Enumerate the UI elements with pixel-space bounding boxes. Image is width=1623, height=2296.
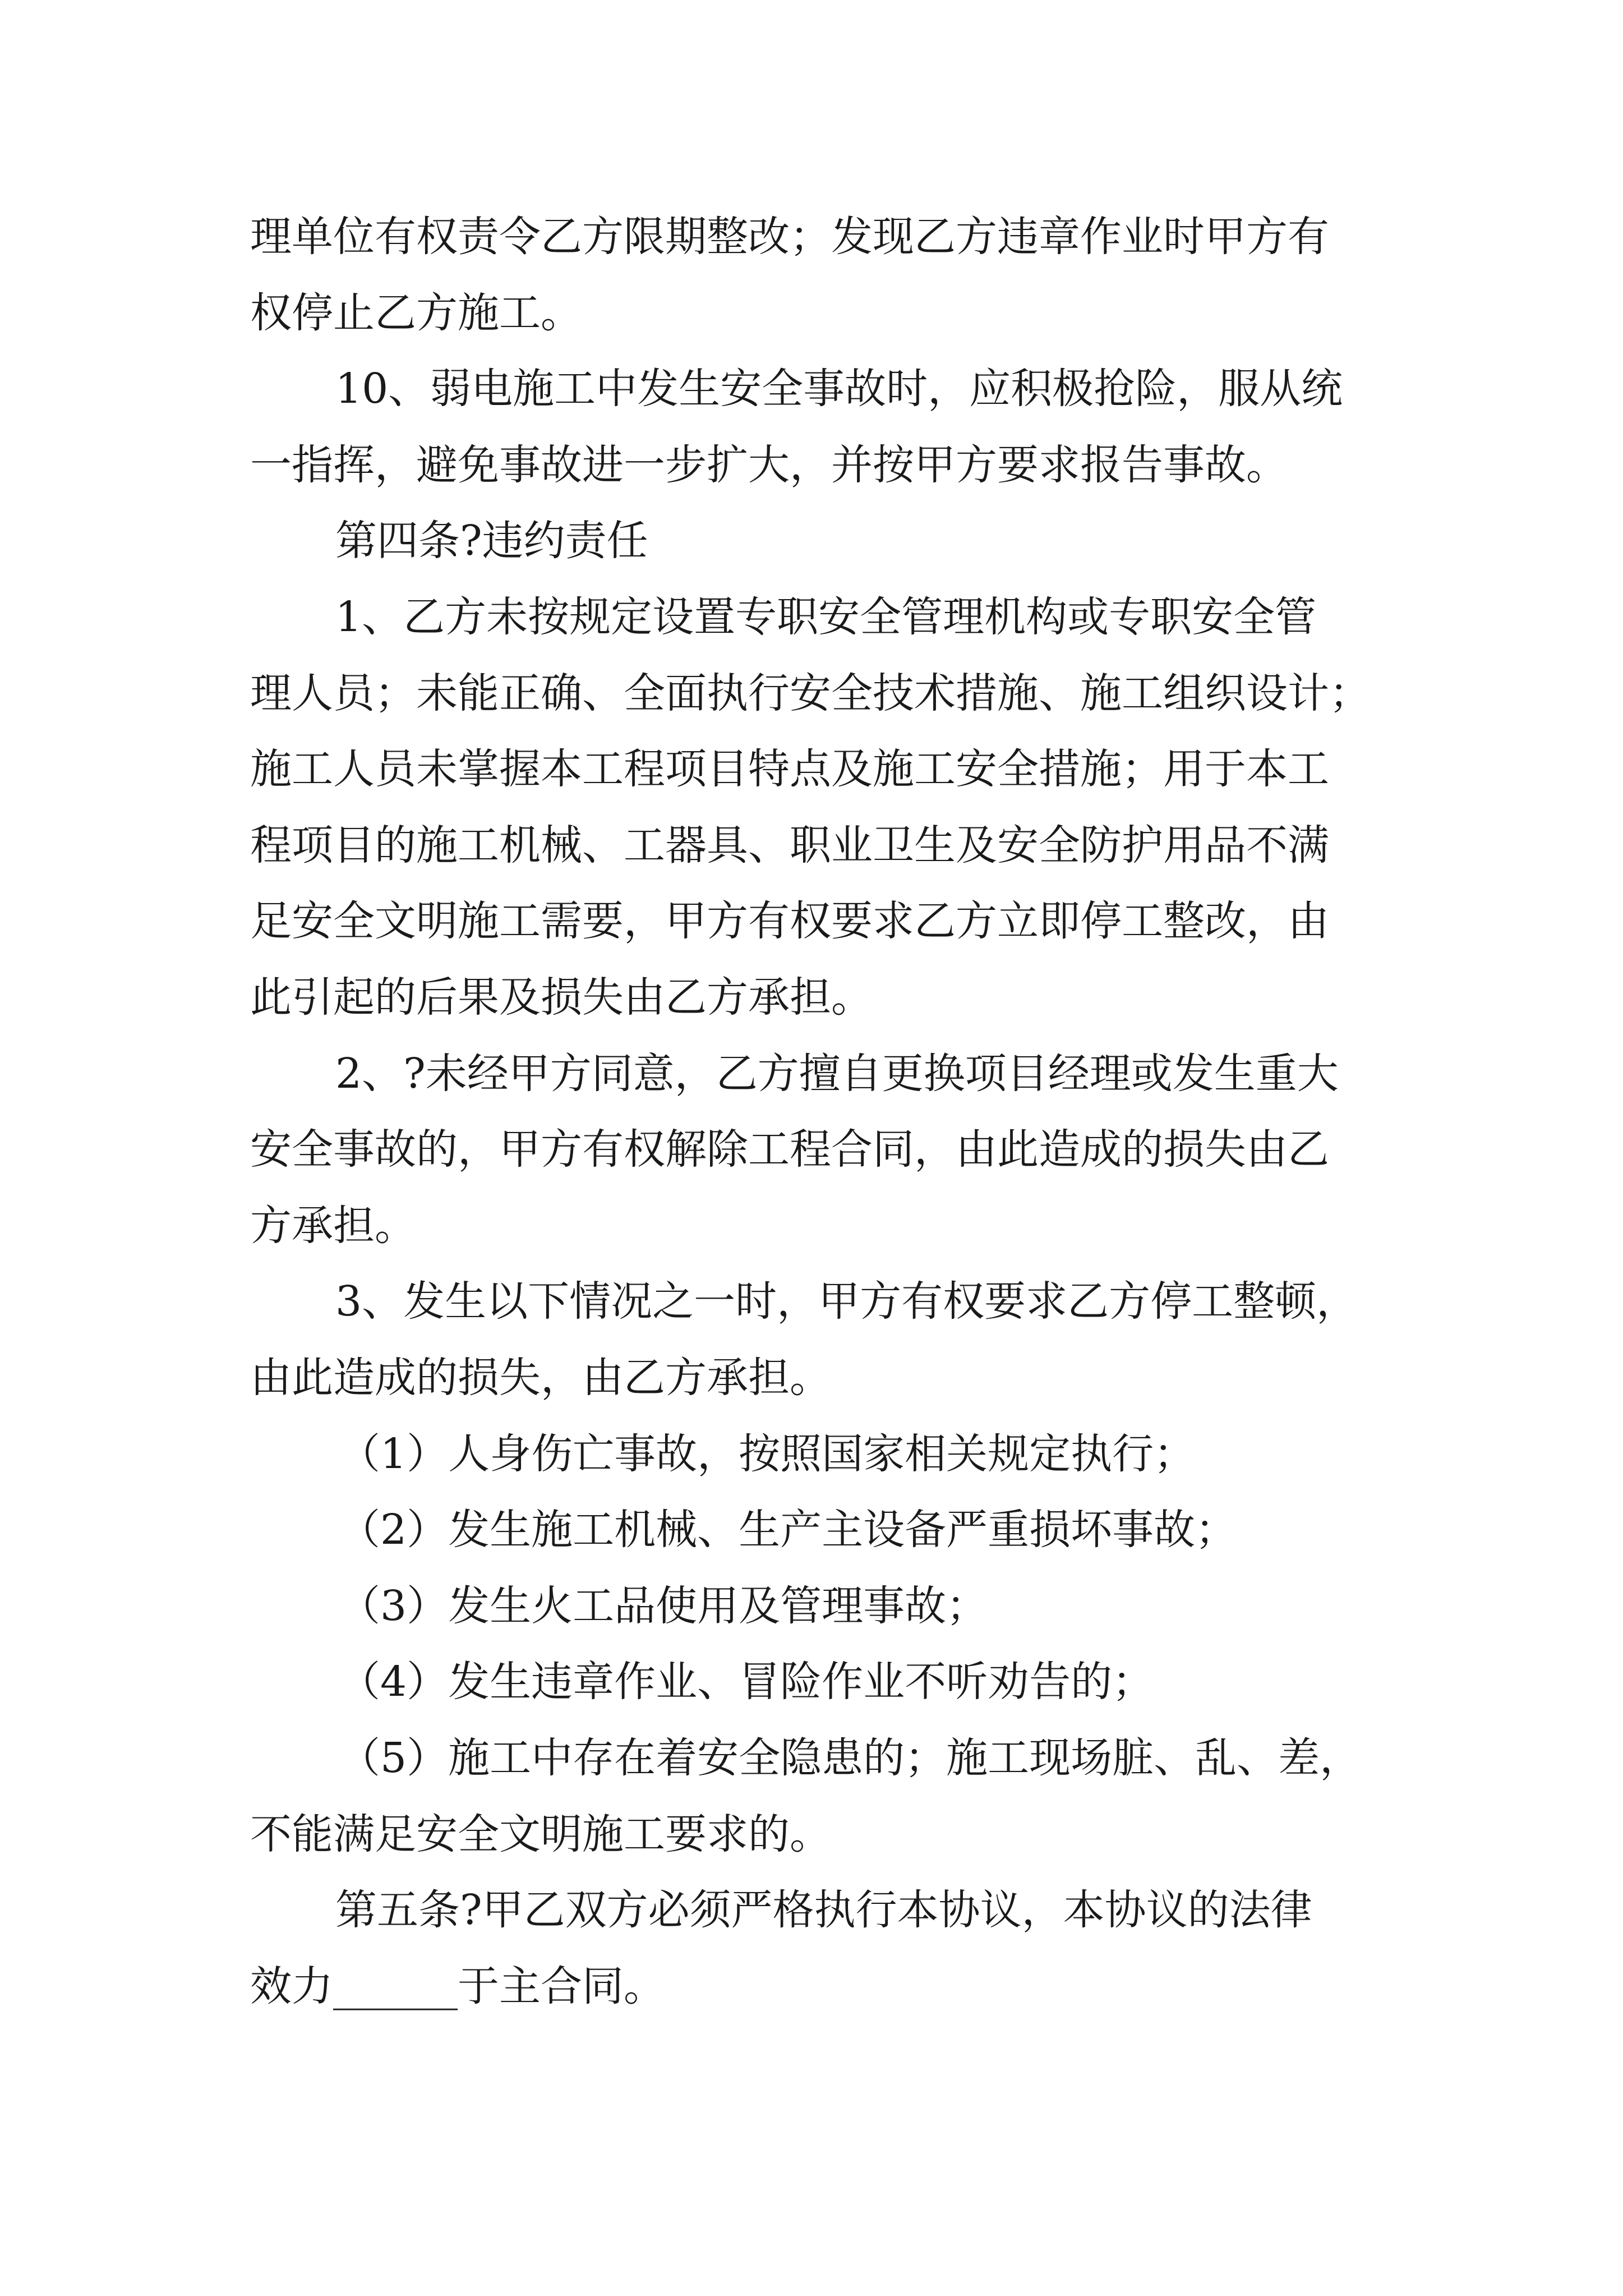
text-line: 不能满足安全文明施工要求的。 bbox=[250, 1810, 831, 1858]
text-line: 10、弱电施工中发生安全事故时，应积极抢险，服从统 bbox=[335, 365, 1343, 413]
list-item: （3）发生火工品使用及管理事故； bbox=[339, 1582, 988, 1630]
text-line: 理单位有权责令乙方限期整改；发现乙方违章作业时甲方有 bbox=[250, 213, 1329, 261]
text-line: 第五条?甲乙双方必须严格执行本协议，本协议的法律 bbox=[335, 1886, 1312, 1934]
text-line: 程项目的施工机械、工器具、职业卫生及安全防护用品不满 bbox=[250, 821, 1329, 869]
text-line: 理人员；未能正确、全面执行安全技术措施、施工组织设计； bbox=[250, 669, 1371, 717]
text-line: 1、乙方未按规定设置专职安全管理机构或专职安全管 bbox=[335, 593, 1317, 641]
text-line: 足安全文明施工需要，甲方有权要求乙方立即停工整改，由 bbox=[250, 897, 1329, 945]
text-line: 安全事故的，甲方有权解除工程合同，由此造成的损失由乙 bbox=[250, 1125, 1329, 1174]
list-item: （2）发生施工机械、生产主设备严重损坏事故； bbox=[339, 1506, 1237, 1554]
text-line: 3、发生以下情况之一时，甲方有权要求乙方停工整顿， bbox=[335, 1277, 1358, 1326]
list-item: （1）人身伤亡事故，按照国家相关规定执行； bbox=[339, 1430, 1196, 1478]
list-item: （5）施工中存在着安全隐患的；施工现场脏、乱、差， bbox=[339, 1734, 1362, 1782]
text-line: 由此造成的损失，由乙方承担。 bbox=[250, 1354, 831, 1402]
text-line: 方承担。 bbox=[250, 1202, 416, 1250]
section-heading: 第四条?违约责任 bbox=[335, 517, 648, 565]
text-line: 此引起的后果及损失由乙方承担。 bbox=[250, 973, 873, 1022]
list-item: （4）发生违章作业、冒险作业不听劝告的； bbox=[339, 1658, 1154, 1706]
text-line: 2、?未经甲方同意，乙方擅自更换项目经理或发生重大 bbox=[335, 1050, 1339, 1098]
text-line: 效力______于主合同。 bbox=[250, 1962, 665, 2010]
text-line: 权停止乙方施工。 bbox=[250, 289, 582, 337]
text-line: 一指挥，避免事故进一步扩大，并按甲方要求报告事故。 bbox=[250, 441, 1288, 489]
text-line: 施工人员未掌握本工程项目特点及施工安全措施；用于本工 bbox=[250, 745, 1329, 793]
